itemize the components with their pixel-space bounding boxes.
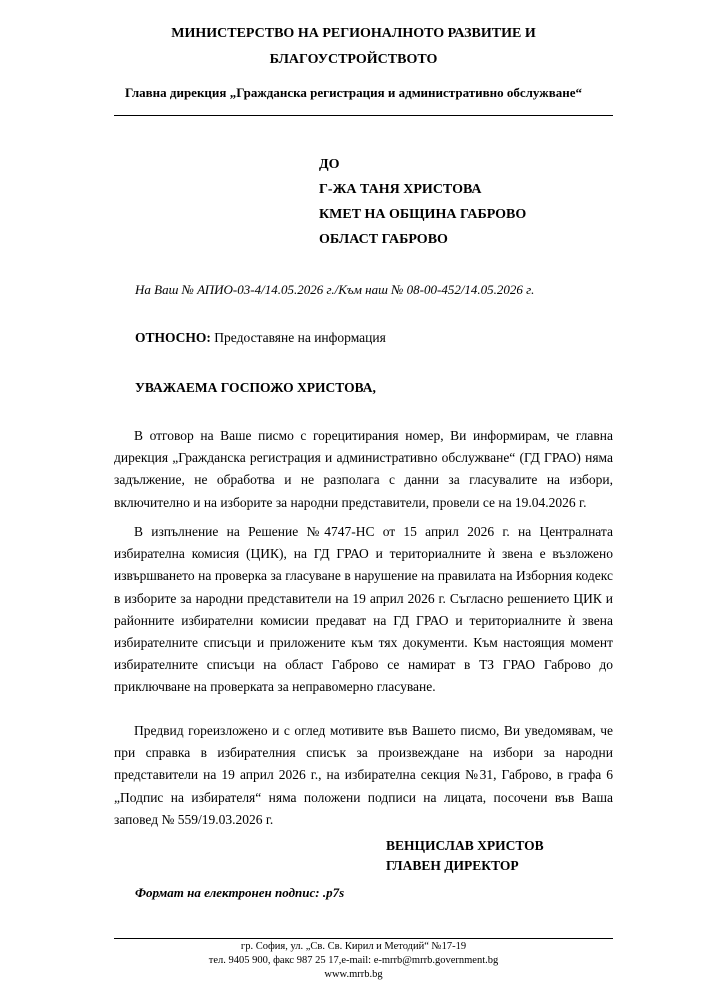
signatory-name: ВЕНЦИСЛАВ ХРИСТОВ bbox=[386, 838, 544, 853]
addressee-line-3: КМЕТ НА ОБЩИНА ГАБРОВО bbox=[319, 207, 527, 222]
addressee-line-2: Г-ЖА ТАНЯ ХРИСТОВА bbox=[319, 182, 482, 197]
subject-text: Предоставяне на информация bbox=[210, 330, 386, 345]
ministry-name-line-1: МИНИСТЕРСТВО НА РЕГИОНАЛНОТО РАЗВИТИЕ И bbox=[171, 26, 536, 41]
footer-contacts: тел. 9405 900, факс 987 25 17,e-mail: e-mrrb@mrrb.government.bg bbox=[208, 955, 499, 966]
salutation: УВАЖАЕМА ГОСПОЖО ХРИСТОВА, bbox=[135, 380, 376, 395]
footer-website: www.mrrb.bg bbox=[324, 969, 383, 980]
subject-label: ОТНОСНО: bbox=[135, 330, 211, 345]
addressee-line-4: ОБЛАСТ ГАБРОВО bbox=[319, 232, 448, 247]
directorate-name: Главна дирекция „Гражданска регистрация и административно обслужване“ bbox=[125, 85, 582, 100]
body-paragraph-2: В изпълнение на Решение №4747-НС от 15 април 2026 г. на Централната избирателна комисия (ЦИК), на ГД ГРАО и териториалните ѝ звена е възложено извършването на проверка за гласуване в нарушение на правилата на Изборния кодекс в изборите за народни представители на 19 април 2026 г. Съгласно решението ЦИК и районните избирателни комисии предават на ГД ГРАО и териториалните ѝ звена избирателните списъци и приложените към тях документи. Към настоящия момент избирателните списъци на област Габрово се намират в ТЗ ГРАО Габрово до приключване на проверката за неправомерно гласуване. bbox=[114, 524, 613, 695]
signatory-title: ГЛАВЕН ДИРЕКТОР bbox=[386, 858, 519, 873]
header-divider bbox=[114, 115, 613, 116]
subject-line bbox=[135, 330, 386, 346]
addressee-line-1: ДО bbox=[319, 157, 340, 172]
footer-divider bbox=[114, 938, 613, 939]
body-paragraph-3: Предвид гореизложено и с оглед мотивите във Вашето писмо, Ви уведомявам, че при справка в избирателния списък за произвеждане на избори за народни представители на 19 април 2026 г., на избирателна секция №31, Габрово, в графа 6 „Подпис на избирателя“ няма положени подписи на лицата, посочени във Ваша заповед № 559/19.03.2026 г. bbox=[114, 723, 613, 827]
body-paragraph-1: В отговор на Ваше писмо с горецитирания номер, Ви информирам, че главна дирекция „Гражданска регистрация и административно обслужване“ (ГД ГРАО) няма задължение, не обработва и не разполага с данни за гласувалите на избори, включително и на изборите за народни представители, провели се на 19.04.2026 г. bbox=[114, 428, 613, 510]
ministry-name-line-2: БЛАГОУСТРОЙСТВОТО bbox=[269, 52, 438, 67]
signature-format-note: Формат на електронен подпис: .p7s bbox=[135, 885, 345, 900]
reference-line: На Ваш № АПИО-03-4/14.05.2026 г./Към наш № 08-00-452/14.05.2026 г. bbox=[135, 282, 535, 297]
footer-address: гр. София, ул. „Св. Св. Кирил и Методий“ №17-19 bbox=[240, 941, 467, 952]
